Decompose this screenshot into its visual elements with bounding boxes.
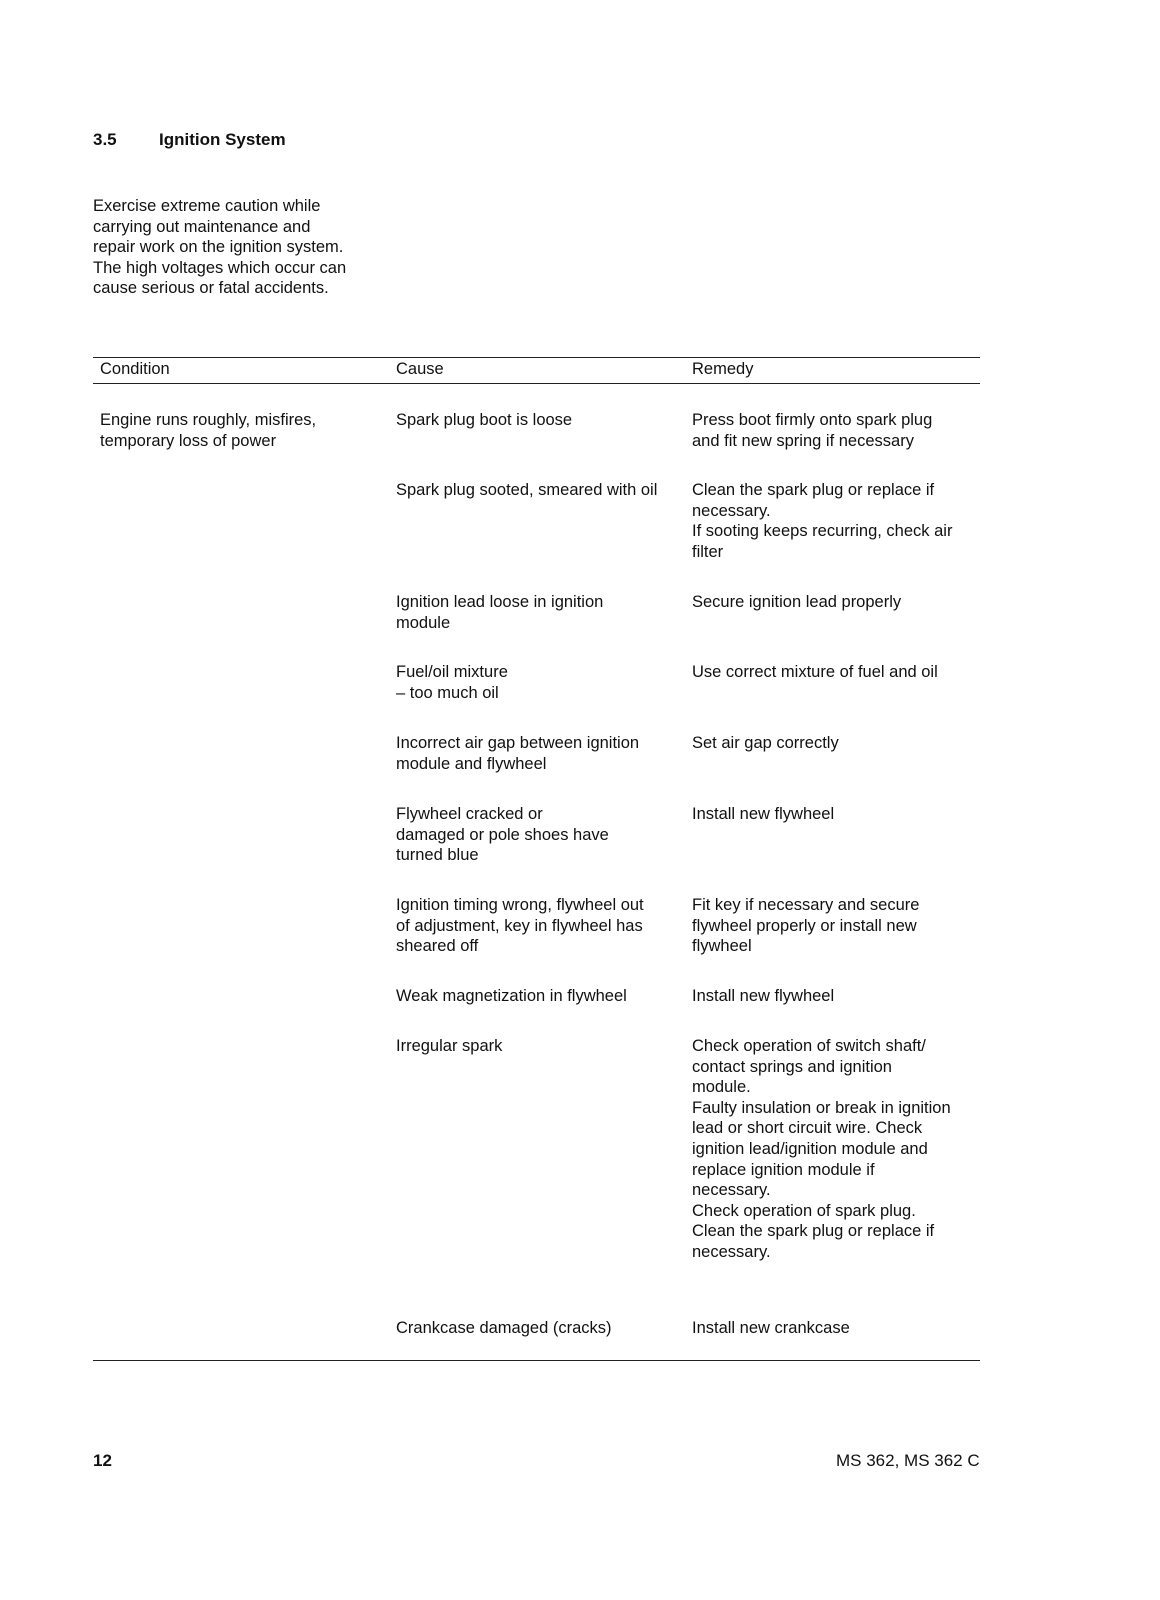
table-bottom-rule <box>93 1360 980 1361</box>
model-name: MS 362, MS 362 C <box>836 1451 980 1470</box>
cause-line: turned blue <box>396 846 479 865</box>
page-number: 12 <box>93 1451 112 1470</box>
remedy-line: Fit key if necessary and secure <box>692 896 920 914</box>
cause-line: Crankcase damaged (cracks) <box>396 1319 612 1337</box>
remedy-line: Install new crankcase <box>692 1319 850 1337</box>
remedy-line: flywheel properly or install new <box>692 916 917 935</box>
remedy-line: Faulty insulation or break in ignition <box>692 1098 951 1117</box>
cause-cell <box>396 895 681 957</box>
warning-text <box>93 196 383 299</box>
table-header-rule <box>93 383 980 384</box>
remedy-line: and fit new spring if necessary <box>692 431 914 450</box>
cause-line: Weak magnetization in flywheel <box>396 987 627 1005</box>
remedy-line: lead or short circuit wire. Check <box>692 1119 923 1138</box>
cause-line: sheared off <box>396 937 479 956</box>
cause-line: Irregular spark <box>396 1037 503 1055</box>
cause-line: module and flywheel <box>396 754 547 773</box>
remedy-line: necessary. <box>692 1181 771 1200</box>
cause-line: – too much oil <box>396 683 499 702</box>
remedy-line: filter <box>692 542 724 561</box>
section-title: Ignition System <box>159 130 286 149</box>
remedy-line: Install new flywheel <box>692 987 835 1005</box>
remedy-cell <box>692 986 977 1007</box>
section-number: 3.5 <box>93 130 117 149</box>
cause-cell <box>396 1318 681 1339</box>
cause-line: of adjustment, key in flywheel has <box>396 916 643 935</box>
warning-line: cause serious or fatal accidents. <box>93 279 329 298</box>
cause-cell <box>396 480 681 501</box>
remedy-cell <box>692 733 977 754</box>
cause-line: module <box>396 613 451 632</box>
cause-line: damaged or pole shoes have <box>396 825 609 844</box>
condition-cell <box>100 410 370 451</box>
remedy-cell <box>692 480 977 562</box>
remedy-line: Install new flywheel <box>692 805 835 823</box>
cause-line: Ignition timing wrong, flywheel out <box>396 896 644 914</box>
remedy-cell <box>692 895 977 957</box>
warning-line: Exercise extreme caution while <box>93 197 321 215</box>
header-cause: Cause <box>396 360 444 378</box>
remedy-cell <box>692 662 977 683</box>
remedy-line: contact springs and ignition <box>692 1057 892 1076</box>
cause-cell <box>396 1036 681 1057</box>
condition-line: temporary loss of power <box>100 431 277 450</box>
cause-line: Spark plug boot is loose <box>396 411 573 429</box>
cause-line: Spark plug sooted, smeared with oil <box>396 481 658 499</box>
cause-cell <box>396 804 681 866</box>
remedy-line: flywheel <box>692 937 752 956</box>
remedy-line: module. <box>692 1078 751 1097</box>
cause-cell <box>396 733 681 774</box>
cause-cell <box>396 662 681 703</box>
remedy-cell <box>692 410 977 451</box>
cause-line: Incorrect air gap between ignition <box>396 734 640 752</box>
header-condition: Condition <box>100 360 170 378</box>
remedy-line: Use correct mixture of fuel and oil <box>692 663 938 681</box>
header-remedy: Remedy <box>692 360 754 378</box>
remedy-line: replace ignition module if <box>692 1160 875 1179</box>
remedy-line: Set air gap correctly <box>692 734 839 752</box>
cause-line: Flywheel cracked or <box>396 805 543 823</box>
warning-line: carrying out maintenance and <box>93 217 311 236</box>
remedy-line: Clean the spark plug or replace if <box>692 481 935 499</box>
remedy-line: necessary. <box>692 501 771 520</box>
remedy-cell <box>692 1318 977 1339</box>
remedy-line: necessary. <box>692 1242 771 1261</box>
warning-line: repair work on the ignition system. <box>93 238 344 257</box>
cause-line: Fuel/oil mixture <box>396 663 508 681</box>
condition-line: Engine runs roughly, misfires, <box>100 411 317 429</box>
remedy-line: Clean the spark plug or replace if <box>692 1222 935 1241</box>
remedy-cell <box>692 1036 977 1263</box>
remedy-cell <box>692 592 977 613</box>
cause-cell <box>396 592 681 633</box>
remedy-line: Check operation of switch shaft/ <box>692 1037 926 1055</box>
cause-cell <box>396 986 681 1007</box>
warning-line: The high voltages which occur can <box>93 258 347 277</box>
remedy-line: Press boot firmly onto spark plug <box>692 411 933 429</box>
remedy-line: If sooting keeps recurring, check air <box>692 522 953 541</box>
remedy-cell <box>692 804 977 825</box>
table-top-rule <box>93 357 980 358</box>
cause-cell <box>396 410 681 431</box>
remedy-line: ignition lead/ignition module and <box>692 1139 928 1158</box>
remedy-line: Check operation of spark plug. <box>692 1201 916 1220</box>
remedy-line: Secure ignition lead properly <box>692 593 902 611</box>
cause-line: Ignition lead loose in ignition <box>396 593 604 611</box>
